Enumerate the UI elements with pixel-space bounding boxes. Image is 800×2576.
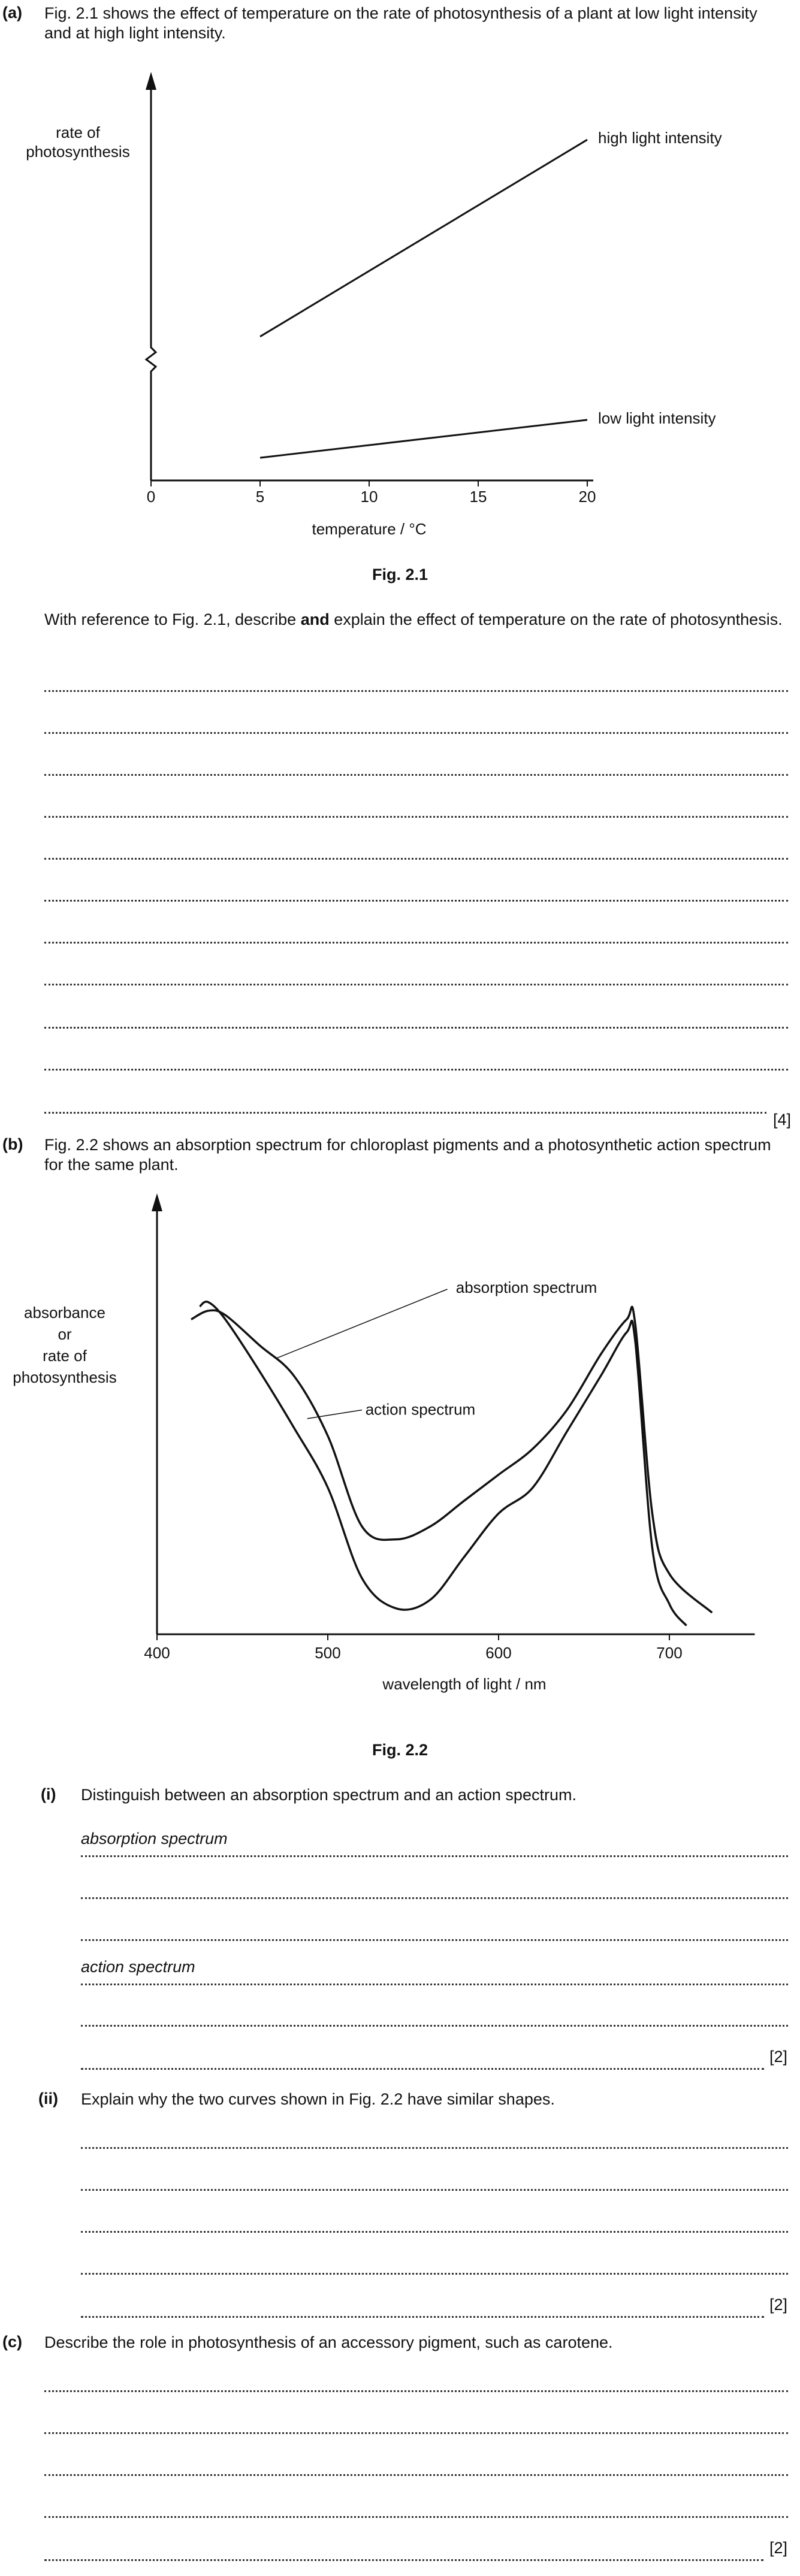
x-tick-label-15: 15: [469, 488, 487, 506]
x-tick-label-400: 400: [144, 1644, 170, 1662]
part-b-ii-answer-line-2[interactable]: [81, 2189, 788, 2191]
part-b-i-question: Distinguish between an absorption spectrum and an action spectrum.: [81, 1786, 576, 1804]
x-tick-label-20: 20: [578, 488, 596, 506]
part-b-ii-marks: [2]: [769, 2296, 788, 2314]
part-c-answer-line-1[interactable]: [44, 2390, 788, 2392]
part-b-intro: Fig. 2.2 shows an absorption spectrum for chloroplast pigments and a photosynthetic action spectrum for the same plant.: [44, 1136, 771, 1174]
curve-absorption-spectrum: [191, 1307, 712, 1613]
part-b-ii-answer-line-1[interactable]: [81, 2147, 788, 2149]
curve-action-spectrum: [200, 1302, 686, 1626]
y-axis-arrowhead: [152, 1193, 162, 1211]
line-high-light-intensity: [260, 140, 587, 337]
part-a-answer-line-2[interactable]: [44, 732, 788, 734]
absorption-answer-line-3[interactable]: [81, 1939, 788, 1941]
x-tick-label-500: 500: [315, 1644, 341, 1662]
part-a-answer-line-9[interactable]: [44, 1027, 788, 1029]
part-a-marks: [4]: [773, 1111, 792, 1129]
part-b-ii-answer-line-4[interactable]: [81, 2273, 788, 2275]
part-a-answer-line-8[interactable]: [44, 984, 788, 985]
series-label-absorption-spectrum: absorption spectrum: [455, 1278, 597, 1296]
part-c-question: Describe the role in photosynthesis of an accessory pigment, such as carotene.: [44, 2333, 613, 2351]
part-c-answer-line-4[interactable]: [44, 2516, 788, 2518]
absorption-spectrum-label: absorption spectrum: [81, 1830, 231, 1848]
part-b-i-marks: [2]: [769, 2048, 788, 2066]
part-a-intro: Fig. 2.1 shows the effect of temperature on the rate of photosynthesis of a plant at low light intensity and at high light intensity.: [44, 4, 757, 42]
absorption-answer-line-1[interactable]: [81, 1855, 788, 1857]
action-answer-line-1[interactable]: [81, 1984, 788, 1985]
x-tick-label-600: 600: [485, 1644, 512, 1662]
part-a-question: With reference to Fig. 2.1, describe and explain the effect of temperature on the rate of photosynthesis.: [44, 610, 783, 628]
part-c-answer-line-3[interactable]: [44, 2474, 788, 2476]
x-tick-label-700: 700: [656, 1644, 683, 1662]
part-a-answer-line-5[interactable]: [44, 858, 788, 860]
x-tick-label-5: 5: [255, 488, 265, 506]
part-a-label: (a): [2, 4, 22, 22]
part-b-ii-label: (ii): [38, 2090, 58, 2108]
series-label-high-light-intensity: high light intensity: [598, 129, 722, 147]
part-b-ii-answer-line-5[interactable]: [81, 2316, 764, 2318]
part-c-answer-line-5[interactable]: [44, 2559, 763, 2561]
part-c-label: (c): [2, 2333, 22, 2351]
leader-absorption-spectrum: [277, 1289, 448, 1358]
line-low-light-intensity: [260, 420, 587, 458]
fig-2-1-chart: [0, 54, 800, 581]
part-b-i-label: (i): [41, 1785, 56, 1803]
part-a-answer-line-11[interactable]: [44, 1112, 766, 1114]
part-c-marks: [2]: [769, 2539, 788, 2557]
x-tick-label-10: 10: [360, 488, 378, 506]
part-b-label: (b): [2, 1135, 23, 1153]
x-axis-label: wavelength of light / nm: [382, 1675, 547, 1693]
fig-2-1-caption: Fig. 2.1: [372, 566, 428, 583]
part-c-answer-line-2[interactable]: [44, 2432, 788, 2434]
absorption-answer-line-2[interactable]: [81, 1897, 788, 1899]
part-a-answer-line-3[interactable]: [44, 774, 788, 776]
fig-2-2-caption: Fig. 2.2: [372, 1741, 428, 1759]
action-answer-line-2[interactable]: [81, 2025, 788, 2027]
part-a-answer-line-4[interactable]: [44, 816, 788, 818]
fig-2-2-chart: [0, 1186, 800, 1707]
y-axis-with-break: [146, 79, 156, 480]
x-axis-label: temperature / °C: [312, 520, 427, 538]
action-spectrum-label: action spectrum: [81, 1958, 199, 1976]
part-a-answer-line-6[interactable]: [44, 900, 788, 902]
y-axis-label: absorbance or rate of photosynthesis: [13, 1304, 117, 1386]
series-label-low-light-intensity: low light intensity: [598, 409, 716, 427]
part-b-ii-question: Explain why the two curves shown in Fig. 2.2 have similar shapes.: [81, 2090, 555, 2108]
x-tick-label-0: 0: [146, 488, 156, 506]
y-axis-label: rate of photosynthesis: [26, 123, 130, 161]
part-a-answer-line-10[interactable]: [44, 1069, 788, 1071]
action-answer-line-3[interactable]: [81, 2068, 764, 2070]
y-axis-arrowhead: [146, 72, 156, 90]
part-b-ii-answer-line-3[interactable]: [81, 2231, 788, 2233]
part-a-answer-line-7[interactable]: [44, 942, 788, 944]
series-label-action-spectrum: action spectrum: [365, 1400, 476, 1419]
part-a-answer-line-1[interactable]: [44, 690, 788, 692]
